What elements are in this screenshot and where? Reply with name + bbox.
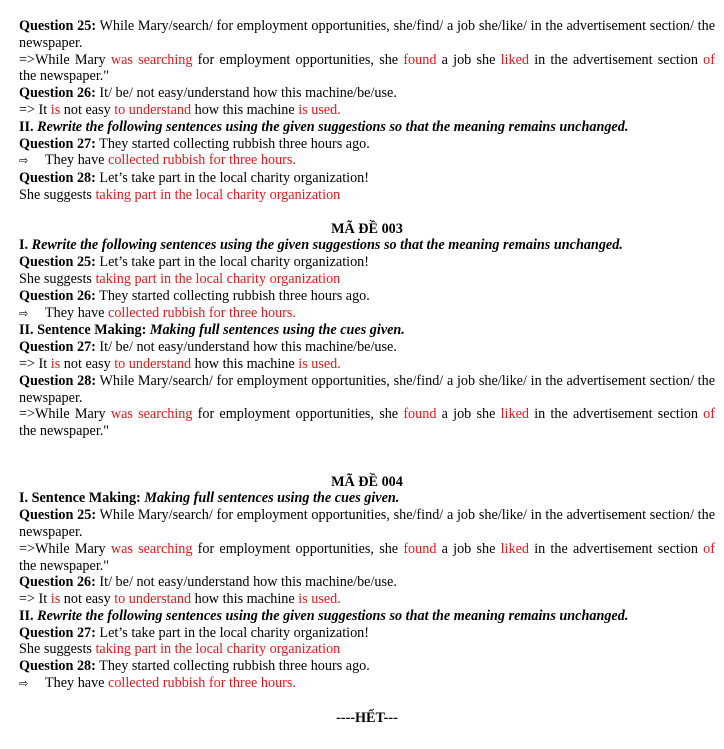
question-label: Question 28: [19, 170, 96, 187]
question-26 [19, 574, 715, 591]
answer-text: a job she [436, 540, 501, 557]
answer-25-cont: the newspaper." [19, 68, 110, 85]
question-28 [19, 373, 715, 407]
question-label: Question 26: [19, 85, 96, 102]
section-heading [19, 490, 715, 507]
question-text: Let’s take part in the local charity organization! [95, 170, 369, 187]
question-label: Question 28: [19, 658, 96, 675]
answer-highlight: is [50, 101, 61, 118]
answer-text: how this machine [191, 591, 299, 608]
answer-28 [19, 675, 715, 693]
answer-highlight: of [703, 51, 715, 68]
answer-highlight: found [403, 406, 437, 423]
answer-text: =>While Mary [19, 540, 111, 557]
question-26 [19, 288, 715, 305]
answer-highlight: of [703, 540, 715, 557]
exam-code-heading: MÃ ĐỀ 003 [331, 220, 403, 237]
answer-highlight: liked [500, 51, 529, 68]
answer-highlight: collected rubbish for three hours. [108, 152, 296, 169]
answer-highlight: taking part in the local charity organization [95, 186, 341, 203]
answer-text: not easy [60, 355, 115, 372]
section-number: II. [19, 607, 38, 624]
answer-highlight: collected rubbish for three hours. [108, 304, 296, 321]
answer-highlight: taking part in the local charity organization [95, 270, 341, 287]
answer-text: She suggests [19, 186, 96, 203]
question-25 [19, 18, 715, 52]
answer-text: how this machine [191, 355, 299, 372]
answer-text: =>While Mary [19, 51, 111, 68]
section-title: Making full sentences using the cues given. [144, 490, 400, 507]
answer-highlight: of [703, 406, 715, 423]
answer-highlight: was searching [110, 406, 193, 423]
answer-text: They have [45, 304, 109, 321]
answer-highlight: is [50, 591, 61, 608]
question-label: Question 27: [19, 339, 96, 356]
question-27 [19, 136, 715, 153]
question-label: Question 25: [19, 18, 97, 34]
question-label: Question 26: [19, 287, 96, 304]
answer-text: They have [45, 675, 109, 692]
answer-highlight: taking part in the local charity organization [95, 641, 341, 658]
question-text: They started collecting rubbish three hours ago. [95, 287, 370, 304]
answer-25 [19, 52, 715, 69]
section-number: I. [19, 237, 32, 254]
section-heading [19, 237, 715, 254]
question-label: Question 27: [19, 624, 96, 641]
answer-highlight: liked [500, 540, 529, 557]
question-28 [19, 658, 715, 675]
end-marker: ----HẾT--- [336, 709, 398, 726]
answer-25 [19, 271, 715, 288]
question-label: Question 25: [19, 254, 96, 271]
answer-28-cont: the newspaper." [19, 423, 110, 440]
question-text: While Mary/search/ for employment opportunities, she/find/ a job she/like/ in the advertisement section/ the newspaper. [19, 372, 715, 406]
section-number: II. [19, 118, 38, 135]
answer-highlight: is used. [298, 355, 341, 372]
answer-text: They have [45, 152, 109, 169]
answer-text: in the advertisement section [528, 51, 704, 68]
answer-27 [19, 356, 715, 373]
question-text: It/ be/ not easy/understand how this machine/be/use. [95, 574, 397, 591]
answer-text: in the advertisement section [528, 540, 704, 557]
answer-highlight: found [403, 540, 437, 557]
answer-text: in the advertisement section [528, 406, 704, 423]
section-number: I. Sentence Making: [19, 490, 145, 507]
section-heading [19, 322, 715, 339]
arrow-icon: ⇨ [19, 154, 29, 168]
question-27 [19, 625, 715, 642]
question-25 [19, 507, 715, 541]
answer-25-cont: the newspaper." [19, 557, 110, 574]
answer-text: for employment opportunities, she [192, 51, 404, 68]
arrow-icon: ⇨ [19, 677, 29, 691]
answer-text: => It [19, 355, 51, 372]
question-28 [19, 170, 715, 187]
section-number: II. Sentence Making: [19, 322, 150, 339]
question-text: They started collecting rubbish three hours ago. [95, 135, 370, 152]
answer-28 [19, 187, 715, 204]
section-title: Rewrite the following sentences using the given suggestions so that the meaning remains unchanged. [37, 607, 629, 624]
answer-highlight: to understand [114, 101, 192, 118]
answer-highlight: is used. [298, 101, 341, 118]
question-label: Question 28: [19, 372, 97, 389]
answer-highlight: found [403, 51, 437, 68]
question-26 [19, 85, 715, 102]
answer-text: a job she [436, 51, 501, 68]
question-27 [19, 339, 715, 356]
question-text: While Mary/search/ for employment opportunities, she/find/ a job she/like/ in the advertisement section/ the newspaper. [19, 18, 715, 51]
answer-highlight: was searching [110, 51, 193, 68]
answer-27 [19, 641, 715, 658]
answer-highlight: was searching [110, 540, 193, 557]
answer-highlight: liked [500, 406, 529, 423]
section-title: Rewrite the following sentences using the given suggestions so that the meaning remains unchanged. [31, 237, 623, 254]
answer-text: She suggests [19, 641, 96, 658]
answer-highlight: is [50, 355, 61, 372]
answer-highlight: is used. [298, 591, 341, 608]
answer-highlight: to understand [114, 355, 192, 372]
question-text: Let’s take part in the local charity organization! [95, 254, 369, 271]
exam-code-heading: MÃ ĐỀ 004 [331, 473, 403, 490]
answer-text: a job she [436, 406, 501, 423]
answer-text: => It [19, 101, 51, 118]
section-title: Making full sentences using the cues given. [149, 322, 405, 339]
answer-28 [19, 406, 715, 423]
document-page [19, 18, 715, 726]
question-text: It/ be/ not easy/understand how this machine/be/use. [95, 85, 397, 102]
arrow-icon: ⇨ [19, 306, 29, 320]
question-text: Let’s take part in the local charity organization! [95, 624, 369, 641]
answer-25 [19, 541, 715, 558]
answer-text: not easy [60, 101, 115, 118]
question-text: While Mary/search/ for employment opportunities, she/find/ a job she/like/ in the advertisement section/ the newspaper. [19, 507, 715, 540]
question-text: It/ be/ not easy/understand how this machine/be/use. [95, 339, 397, 356]
question-label: Question 27: [19, 135, 96, 152]
section-heading [19, 608, 715, 625]
section-title: Rewrite the following sentences using the given suggestions so that the meaning remains unchanged. [37, 118, 629, 135]
answer-26 [19, 102, 715, 119]
answer-text: how this machine [191, 101, 299, 118]
answer-highlight: collected rubbish for three hours. [108, 675, 296, 692]
question-label: Question 25: [19, 507, 97, 524]
question-25 [19, 254, 715, 271]
answer-text: not easy [60, 591, 115, 608]
answer-26 [19, 591, 715, 608]
answer-text: for employment opportunities, she [192, 540, 404, 557]
answer-highlight: to understand [114, 591, 192, 608]
answer-text: She suggests [19, 270, 96, 287]
answer-text: =>While Mary [19, 406, 111, 423]
answer-text: => It [19, 591, 51, 608]
section-heading [19, 119, 715, 136]
answer-text: for employment opportunities, she [192, 406, 404, 423]
question-text: They started collecting rubbish three hours ago. [95, 658, 370, 675]
answer-26 [19, 305, 715, 323]
question-label: Question 26: [19, 574, 96, 591]
answer-27 [19, 152, 715, 170]
